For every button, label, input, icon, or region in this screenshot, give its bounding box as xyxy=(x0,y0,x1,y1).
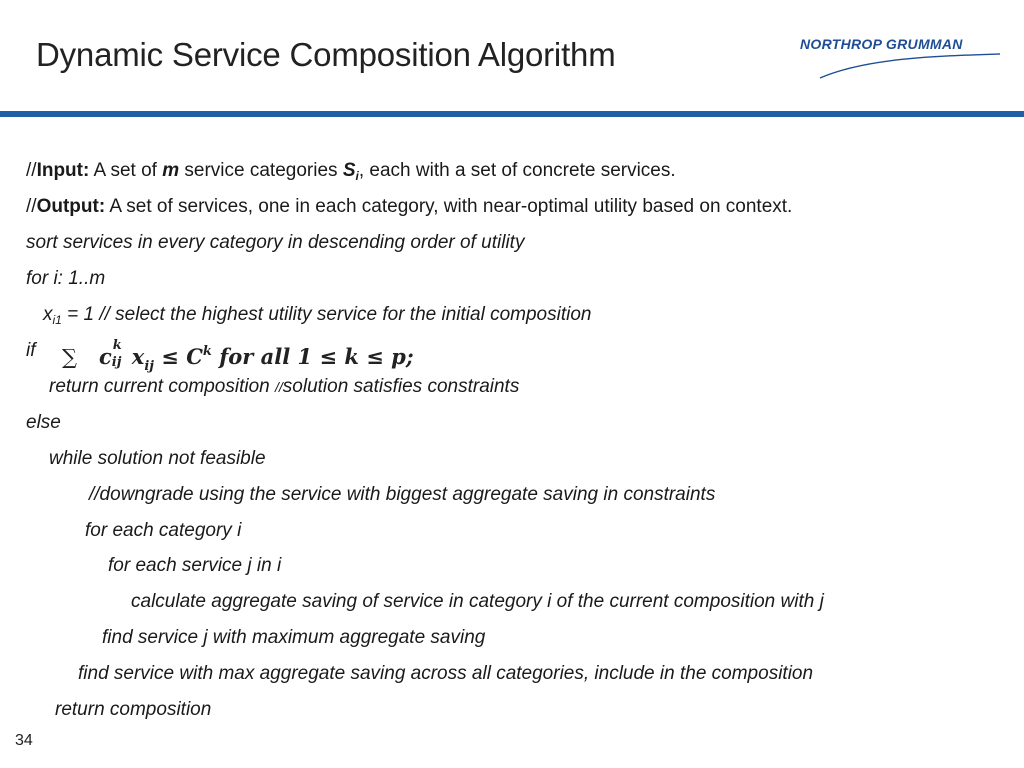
find-max-line: find service with max aggregate saving across all categories, include in the composition xyxy=(78,663,814,684)
if-line: if xyxy=(26,340,36,361)
output-label: Output: xyxy=(36,196,106,217)
formula-c-sup: k xyxy=(112,338,122,353)
return-slash: // xyxy=(275,379,283,395)
sum-symbol: ∑ xyxy=(62,345,77,369)
input-line xyxy=(26,160,676,183)
input-s: S xyxy=(342,160,356,181)
for-line: for i: 1..m xyxy=(26,268,106,289)
input-text-2: service categories xyxy=(179,160,343,181)
constraint-formula xyxy=(62,338,414,374)
for-category-line: for each category i xyxy=(85,520,242,541)
input-text-3: , each with a set of concrete services. xyxy=(358,160,676,181)
init-comment: = 1 // select the highest utility service for the initial composition xyxy=(61,304,592,325)
formula-leq: ≤ xyxy=(153,344,187,369)
input-label: Input: xyxy=(36,160,90,181)
output-text: A set of services, one in each category, with near-optimal utility based on context. xyxy=(105,196,793,217)
input-prefix: // xyxy=(26,160,37,181)
for-service-line: for each service j in i xyxy=(108,555,282,576)
else-line: else xyxy=(26,412,61,433)
x-sub: i1 xyxy=(52,313,62,327)
init-line xyxy=(43,304,591,327)
sort-line: sort services in every category in descending order of utility xyxy=(26,232,525,253)
formula-c-sub: ij xyxy=(111,355,122,370)
slide-title: Dynamic Service Composition Algorithm xyxy=(36,36,616,73)
input-text-1: A set of xyxy=(89,160,163,181)
formula-x-sub: ij xyxy=(144,359,154,374)
formula-x: x xyxy=(131,344,145,369)
while-line: while solution not feasible xyxy=(49,448,266,469)
downgrade-comment-line: //downgrade using the service with biggest aggregate saving in constraints xyxy=(89,484,716,505)
northrop-grumman-logo xyxy=(796,36,1006,84)
x-var: x xyxy=(43,304,53,325)
find-j-line: find service j with maximum aggregate saving xyxy=(102,627,486,648)
output-line xyxy=(26,196,792,218)
return-composition-line: return composition xyxy=(55,699,212,720)
formula-c-upper: C xyxy=(186,344,203,369)
return-comment: solution satisfies constraints xyxy=(282,376,520,397)
input-s-sub: i xyxy=(355,169,359,183)
output-prefix: // xyxy=(26,196,37,217)
formula-rest: for all 1 ≤ k ≤ p; xyxy=(211,344,414,369)
return-current-text: return current composition xyxy=(49,376,275,397)
logo-text: NORTHROP GRUMMAN xyxy=(800,36,963,52)
logo-swoosh-icon xyxy=(796,36,1006,84)
formula-c: c xyxy=(99,344,112,369)
return-current-line xyxy=(49,376,519,398)
calculate-line: calculate aggregate saving of service in category i of the current composition with j xyxy=(131,591,824,612)
input-m: m xyxy=(162,160,180,181)
header-rule xyxy=(0,111,1024,117)
formula-c-upper-sup: k xyxy=(202,344,212,359)
page-number: 34 xyxy=(15,732,33,749)
